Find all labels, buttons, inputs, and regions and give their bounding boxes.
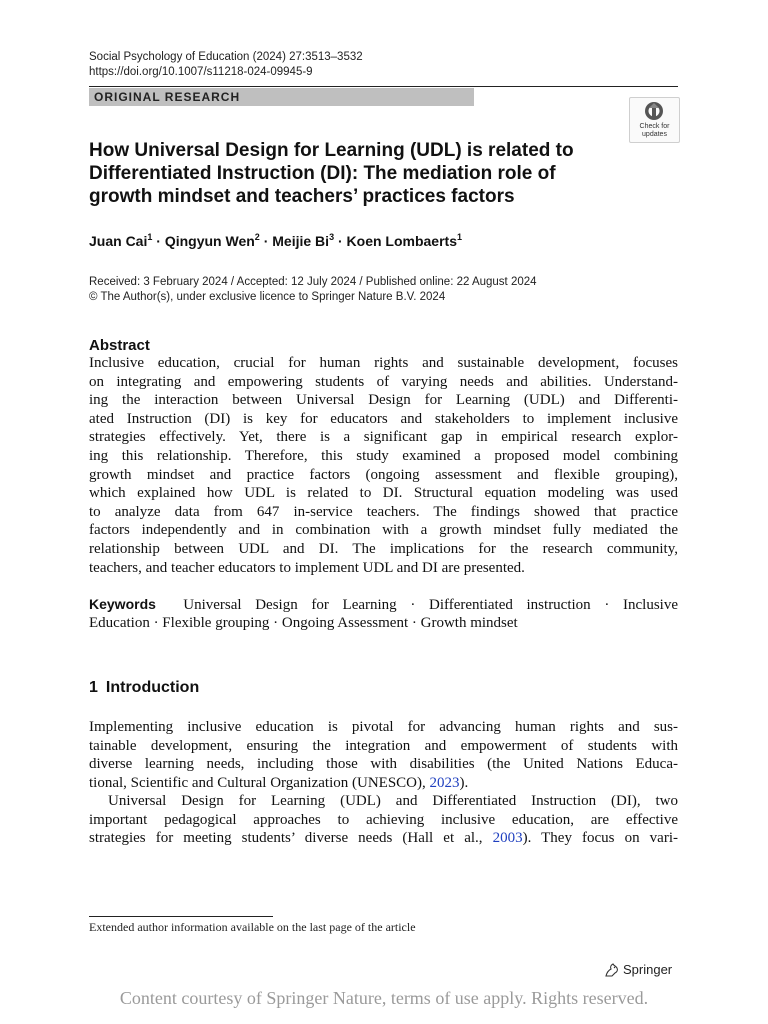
author-separator: ·	[152, 233, 165, 249]
title-line: growth mindset and teachers’ practices factors	[89, 186, 515, 207]
intro-text: strategies for meeting students’ diverse needs (Hall et al.,	[89, 830, 493, 847]
author-separator: ·	[334, 233, 347, 249]
journal-header	[89, 50, 363, 80]
keywords-label: Keywords	[89, 596, 156, 612]
intro-line: Implementing inclusive education is pivotal for advancing human rights and sus-	[89, 719, 678, 735]
abstract-line: ing this relationship. Therefore, this study examined a proposed model combining	[89, 447, 678, 464]
author-affiliation: 2	[254, 232, 260, 242]
intro-text: ).	[459, 774, 469, 791]
intro-text: ). They focus on vari-	[522, 830, 678, 847]
abstract-line: factors independently and in combination with a growth mindset fully mediated the	[89, 522, 678, 539]
author-separator: ·	[259, 233, 273, 249]
intro-line: diverse learning needs, including those with disabilities (the United Nations Educa-	[89, 756, 678, 773]
intro-line: Universal Design for Learning (UDL) and Differentiated Instruction (DI), two	[108, 793, 678, 809]
abstract-line: which explained how UDL is related to DI. Structural equation modeling was used	[89, 485, 678, 502]
article-title	[89, 139, 609, 208]
title-line: Differentiated Instruction (DI): The mediation role of	[89, 163, 556, 184]
dates-line: Received: 3 February 2024 / Accepted: 12 July 2024 / Published online: 22 August 2024	[89, 276, 537, 288]
check-for-updates-icon	[644, 101, 664, 121]
author-name[interactable]: Koen Lombaerts	[346, 233, 457, 249]
title-line: How Universal Design for Learning (UDL) is related to	[89, 140, 574, 161]
author-name[interactable]: Juan Cai	[89, 233, 148, 249]
intro-line	[89, 829, 678, 848]
copyright-line: © The Author(s), under exclusive licence to Springer Nature B.V. 2024	[89, 291, 446, 303]
author-list	[89, 232, 462, 249]
abstract-line: ated Instruction (DI) is key for educators and stakeholders to implement inclusive	[89, 410, 678, 427]
publication-dates	[89, 275, 537, 305]
publisher-logo	[604, 962, 672, 977]
abstract-line: on integrating and empowering students of varying needs and abilities. Understand-	[89, 373, 678, 390]
abstract-line: relationship between UDL and DI. The implications for the research community,	[89, 540, 678, 557]
publisher-name: Springer	[623, 962, 673, 977]
springer-horse-icon	[604, 963, 620, 977]
abstract-line: growth mindset and practice factors (ongoing assessment and flexible grouping),	[89, 466, 678, 483]
keywords-line-1	[89, 595, 678, 614]
header-rule	[89, 86, 678, 87]
author-name[interactable]: Meijie Bi	[272, 233, 330, 249]
abstract-heading: Abstract	[89, 337, 150, 354]
journal-citation: Social Psychology of Education (2024) 27:3513–3532	[89, 51, 363, 63]
intro-paragraph-2	[89, 792, 678, 848]
doi-link[interactable]: https://doi.org/10.1007/s11218-024-09945-9	[89, 66, 313, 78]
author-affiliation: 1	[457, 232, 463, 242]
keywords-text: Universal Design for Learning · Differentiated instruction · Inclusive	[183, 597, 678, 613]
section-title: Introduction	[105, 679, 200, 696]
courtesy-watermark: Content courtesy of Springer Nature, terms of use apply. Rights reserved.	[119, 988, 649, 1008]
abstract-line: teachers, and teacher educators to implement UDL and DI are presented.	[89, 559, 525, 576]
intro-paragraph-1	[89, 718, 678, 792]
intro-text: tional, Scientific and Cultural Organization (UNESCO),	[89, 774, 430, 791]
article-type-banner	[89, 88, 474, 106]
intro-line	[89, 774, 678, 793]
author-name[interactable]: Qingyun Wen	[164, 233, 255, 249]
keywords-line-2: Education · Flexible grouping · Ongoing Assessment · Growth mindset	[89, 614, 518, 631]
author-affiliation: 3	[329, 232, 335, 242]
badge-line-2: updates	[642, 131, 667, 138]
article-type-label: ORIGINAL RESEARCH	[94, 90, 241, 104]
intro-line: tainable development, ensuring the integration and empowerment of students with	[89, 737, 678, 754]
check-for-updates-badge[interactable]	[629, 97, 680, 143]
abstract-line: strategies effectively. Yet, there is a significant gap in empirical research explor-	[89, 429, 678, 446]
author-affiliation: 1	[147, 232, 153, 242]
footnote: Extended author information available on the last page of the article	[89, 920, 416, 934]
abstract-line: to analyze data from 647 in-service teachers. The findings showed that practice	[89, 503, 678, 520]
abstract-body	[89, 354, 678, 577]
abstract-line: Inclusive education, crucial for human rights and sustainable development, focuses	[89, 355, 678, 371]
intro-line: important pedagogical approaches to achieving inclusive education, are effective	[89, 811, 678, 828]
section-number: 1	[89, 679, 98, 696]
abstract-line: ing the interaction between Universal Design for Learning (UDL) and Differenti-	[89, 392, 678, 409]
footnote-rule	[89, 916, 273, 917]
section-heading	[89, 679, 199, 697]
badge-line-1: Check for	[639, 123, 670, 130]
citation-link[interactable]: 2023	[429, 774, 460, 791]
citation-link[interactable]: 2003	[492, 830, 523, 847]
keywords	[89, 595, 678, 632]
